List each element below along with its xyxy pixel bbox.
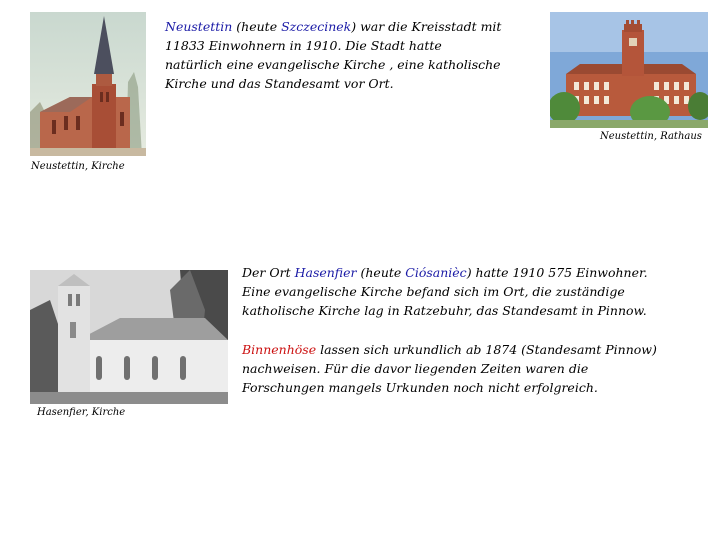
link-hasenfier[interactable]: Hasenfier (294, 265, 357, 280)
text-segment: Der Ort (242, 265, 295, 280)
link-ciosaniec[interactable]: Ciósanièc (405, 265, 467, 280)
text-segment: ) war die Kreisstadt mit (351, 19, 502, 34)
paragraph-hasenfier (242, 263, 712, 320)
text-segment: ) hatte 1910 575 Einwohner. (466, 265, 648, 280)
text-segment: (heute (356, 265, 406, 280)
caption-hasenfier-church: Hasenfier, Kirche (37, 407, 126, 418)
text-line: natürlich eine evangelische Kirche , eine katholische (165, 57, 501, 72)
caption-neustettin-church: Neustettin, Kirche (31, 161, 125, 172)
hasenfier-church-photo (30, 270, 228, 404)
neustettin-townhall-photo (550, 12, 708, 128)
text-line: 11833 Einwohnern in 1910. Die Stadt hatte (165, 38, 442, 53)
link-binnenhoese[interactable]: Binnenhöse (242, 342, 317, 357)
link-szczecinek[interactable]: Szczecinek (281, 19, 352, 34)
text-segment: (heute (232, 19, 282, 34)
text-line: Forschungen mangels Urkunden noch nicht erfolgreich. (242, 380, 598, 395)
text-line: Kirche und das Standesamt vor Ort. (165, 76, 394, 91)
paragraph-binnenhoese (242, 340, 712, 397)
text-line: nachweisen. Für die davor liegenden Zeiten waren die (242, 361, 589, 376)
text-line: katholische Kirche lag in Ratzebuhr, das Standesamt in Pinnow. (242, 303, 647, 318)
link-neustettin[interactable]: Neustettin (165, 19, 233, 34)
text-segment: lassen sich urkundlich ab 1874 (Standesamt Pinnow) (316, 342, 657, 357)
text-line: Eine evangelische Kirche befand sich im Ort, die zuständige (242, 284, 625, 299)
neustettin-church-photo (30, 12, 146, 156)
caption-neustettin-townhall: Neustettin, Rathaus (600, 131, 702, 142)
paragraph-neustettin (165, 17, 535, 93)
